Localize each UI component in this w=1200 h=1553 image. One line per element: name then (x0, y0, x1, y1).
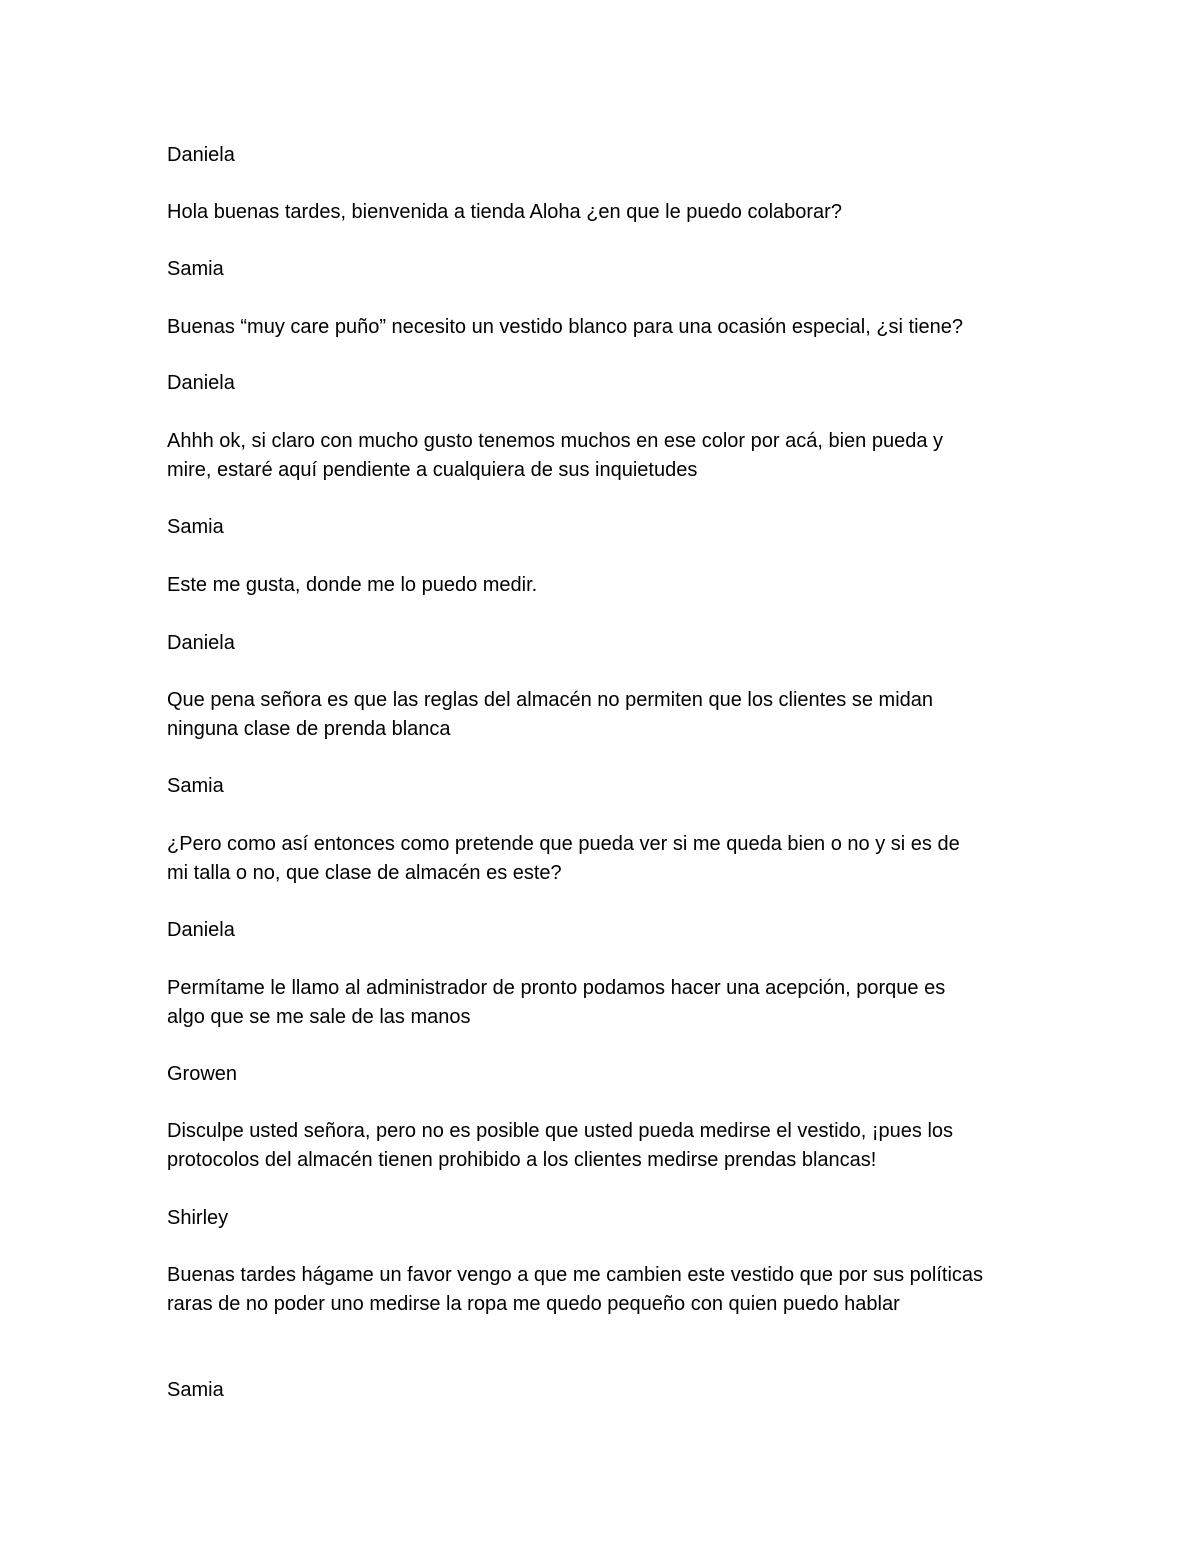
speaker-name: Samia (167, 775, 224, 797)
speech-line: Que pena señora es que las reglas del almacén no permiten que los clientes se midan (167, 689, 934, 711)
speaker-name: Daniela (167, 144, 235, 166)
speech-line: algo que se me sale de las manos (167, 1006, 471, 1028)
speaker-name: Growen (167, 1063, 238, 1085)
speaker-name: Samia (167, 258, 224, 280)
speech-line: Disculpe usted señora, pero no es posible que usted pueda medirse el vestido, ¡pues los (167, 1120, 954, 1142)
speech-line: Permítame le llamo al administrador de pronto podamos hacer una acepción, porque es (167, 977, 946, 999)
speech-line: protocolos del almacén tienen prohibido a los clientes medirse prendas blancas! (167, 1149, 877, 1171)
speaker-name: Daniela (167, 372, 235, 394)
speaker-name: Samia (167, 516, 224, 538)
speech-line: ¿Pero como así entonces como pretende que pueda ver si me queda bien o no y si es de (167, 833, 960, 855)
speech-line: Buenas tardes hágame un favor vengo a que me cambien este vestido que por sus políticas (167, 1264, 984, 1286)
speech-line: Hola buenas tardes, bienvenida a tienda Aloha ¿en que le puedo colaborar? (167, 201, 842, 223)
speech-line: Ahhh ok, si claro con mucho gusto tenemos muchos en ese color por acá, bien pueda y (167, 430, 944, 452)
speech-line: mi talla o no, que clase de almacén es este? (167, 862, 562, 884)
speech-line: raras de no poder uno medirse la ropa me quedo pequeño con quien puedo hablar (167, 1293, 900, 1315)
speech-line: Este me gusta, donde me lo puedo medir. (167, 574, 538, 596)
speech-line: ninguna clase de prenda blanca (167, 718, 451, 740)
speech-line: Buenas “muy care puño” necesito un vestido blanco para una ocasión especial, ¿si tiene? (167, 316, 964, 338)
speaker-name: Samia (167, 1379, 224, 1401)
speaker-name: Daniela (167, 919, 235, 941)
speaker-name: Daniela (167, 632, 235, 654)
speech-line: mire, estaré aquí pendiente a cualquiera de sus inquietudes (167, 459, 698, 481)
speaker-name: Shirley (167, 1207, 229, 1229)
